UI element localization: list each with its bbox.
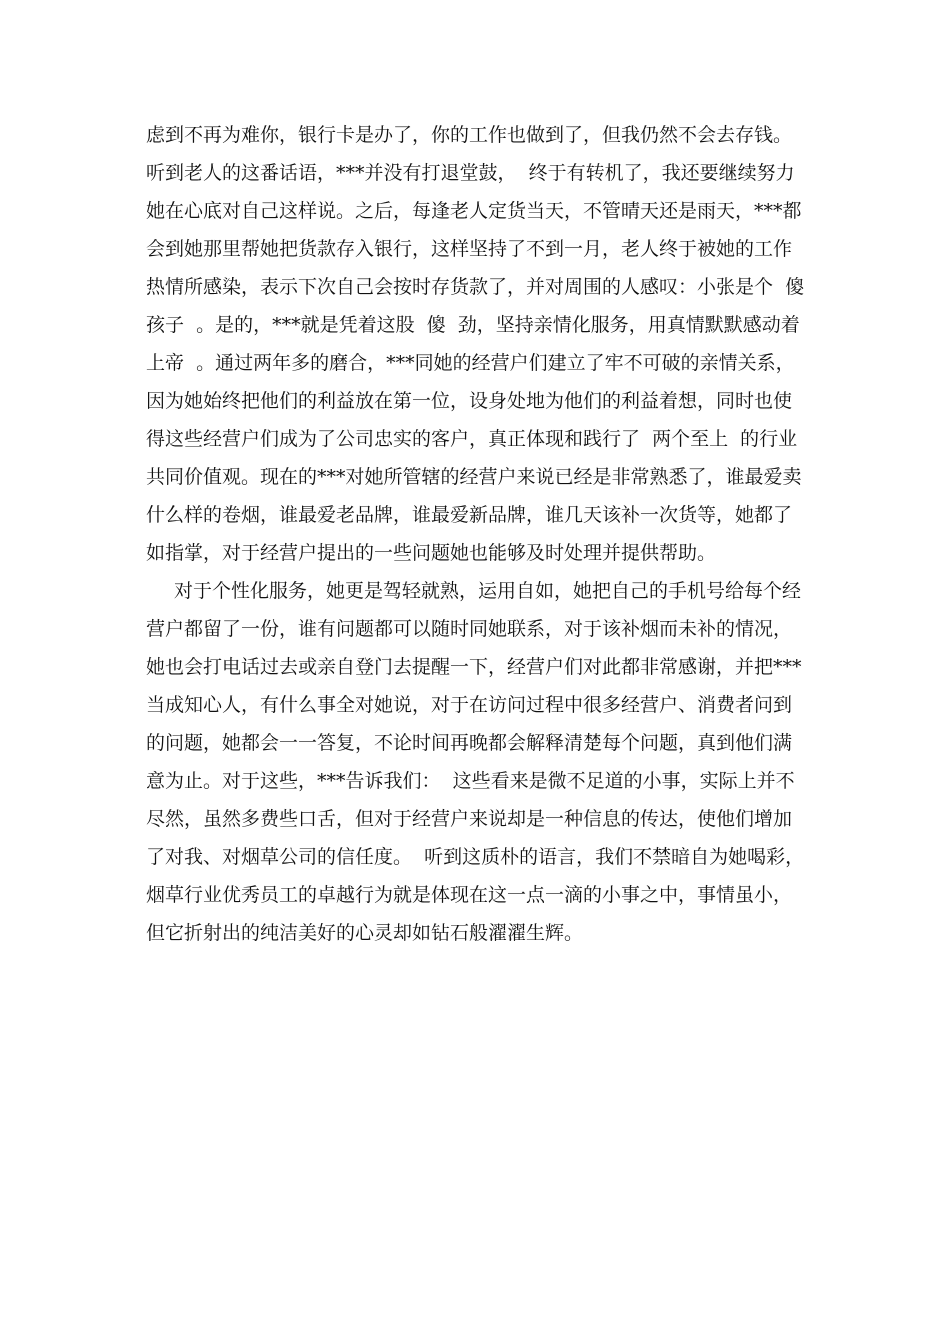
text-line: 虑到不再为难你，银行卡是办了，你的工作也做到了，但我仍然不会去存钱。 [146,124,793,146]
text-line: 当成知心人，有什么事全对她说，对于在访问过程中很多经营户、消费者问到 [146,694,793,716]
text-line: 烟草行业优秀员工的卓越行为就是体现在这一点一滴的小事之中，事情虽小， [146,884,793,906]
text-line: 共同价值观。现在的***对她所管辖的经营户来说已经是非常熟悉了，谁最爱卖 [146,466,802,488]
text-line: 她也会打电话过去或亲自登门去提醒一下，经营户们对此都非常感谢，并把*** [146,656,802,678]
text-line: 孩子 。是的，***就是凭着这股 傻 劲，坚持亲情化服务，用真情默默感动着 [146,314,800,336]
text-line: 意为止。对于这些，***告诉我们： 这些看来是微不足道的小事，实际上并不 [146,770,795,792]
text-line: 会到她那里帮她把货款存入银行，这样坚持了不到一月，老人终于被她的工作 [146,238,793,260]
text-line: 如指掌，对于经营户提出的一些问题她也能够及时处理并提供帮助。 [146,542,717,564]
paragraph-start-line: 对于个性化服务，她更是驾轻就熟，运用自如，她把自己的手机号给每个经 [174,580,802,602]
text-line: 尽然，虽然多费些口舌，但对于经营户来说却是一种信息的传达，使他们增加 [146,808,793,830]
text-line: 听到老人的这番话语，***并没有打退堂鼓， 终于有转机了，我还要继续努力 [146,162,795,184]
text-line: 什么样的卷烟，谁最爱老品牌，谁最爱新品牌，谁几天该补一次货等，她都了 [146,504,793,526]
text-line: 得这些经营户们成为了公司忠实的客户，真正体现和践行了 两个至上 的行业 [146,428,798,450]
text-line: 她在心底对自己这样说。之后，每逢老人定货当天，不管晴天还是雨天，***都 [146,200,802,222]
text-line: 热情所感染，表示下次自己会按时存货款了，并对周围的人感叹：小张是个 傻 [146,276,805,298]
text-line: 但它折射出的纯洁美好的心灵却如钻石般濯濯生辉。 [146,922,584,944]
body-text [146,116,816,952]
text-line: 上帝 。通过两年多的磨合，***同她的经营户们建立了牢不可破的亲情关系， [146,352,795,374]
text-line: 因为她始终把他们的利益放在第一位，设身处地为他们的利益着想，同时也使 [146,390,793,412]
text-line: 了对我、对烟草公司的信任度。 听到这质朴的语言，我们不禁暗自为她喝彩， [146,846,805,868]
text-line: 的问题，她都会一一答复，不论时间再晚都会解释清楚每个问题，真到他们满 [146,732,793,754]
text-line: 营户都留了一份，谁有问题都可以随时同她联系，对于该补烟而未补的情况， [146,618,793,640]
